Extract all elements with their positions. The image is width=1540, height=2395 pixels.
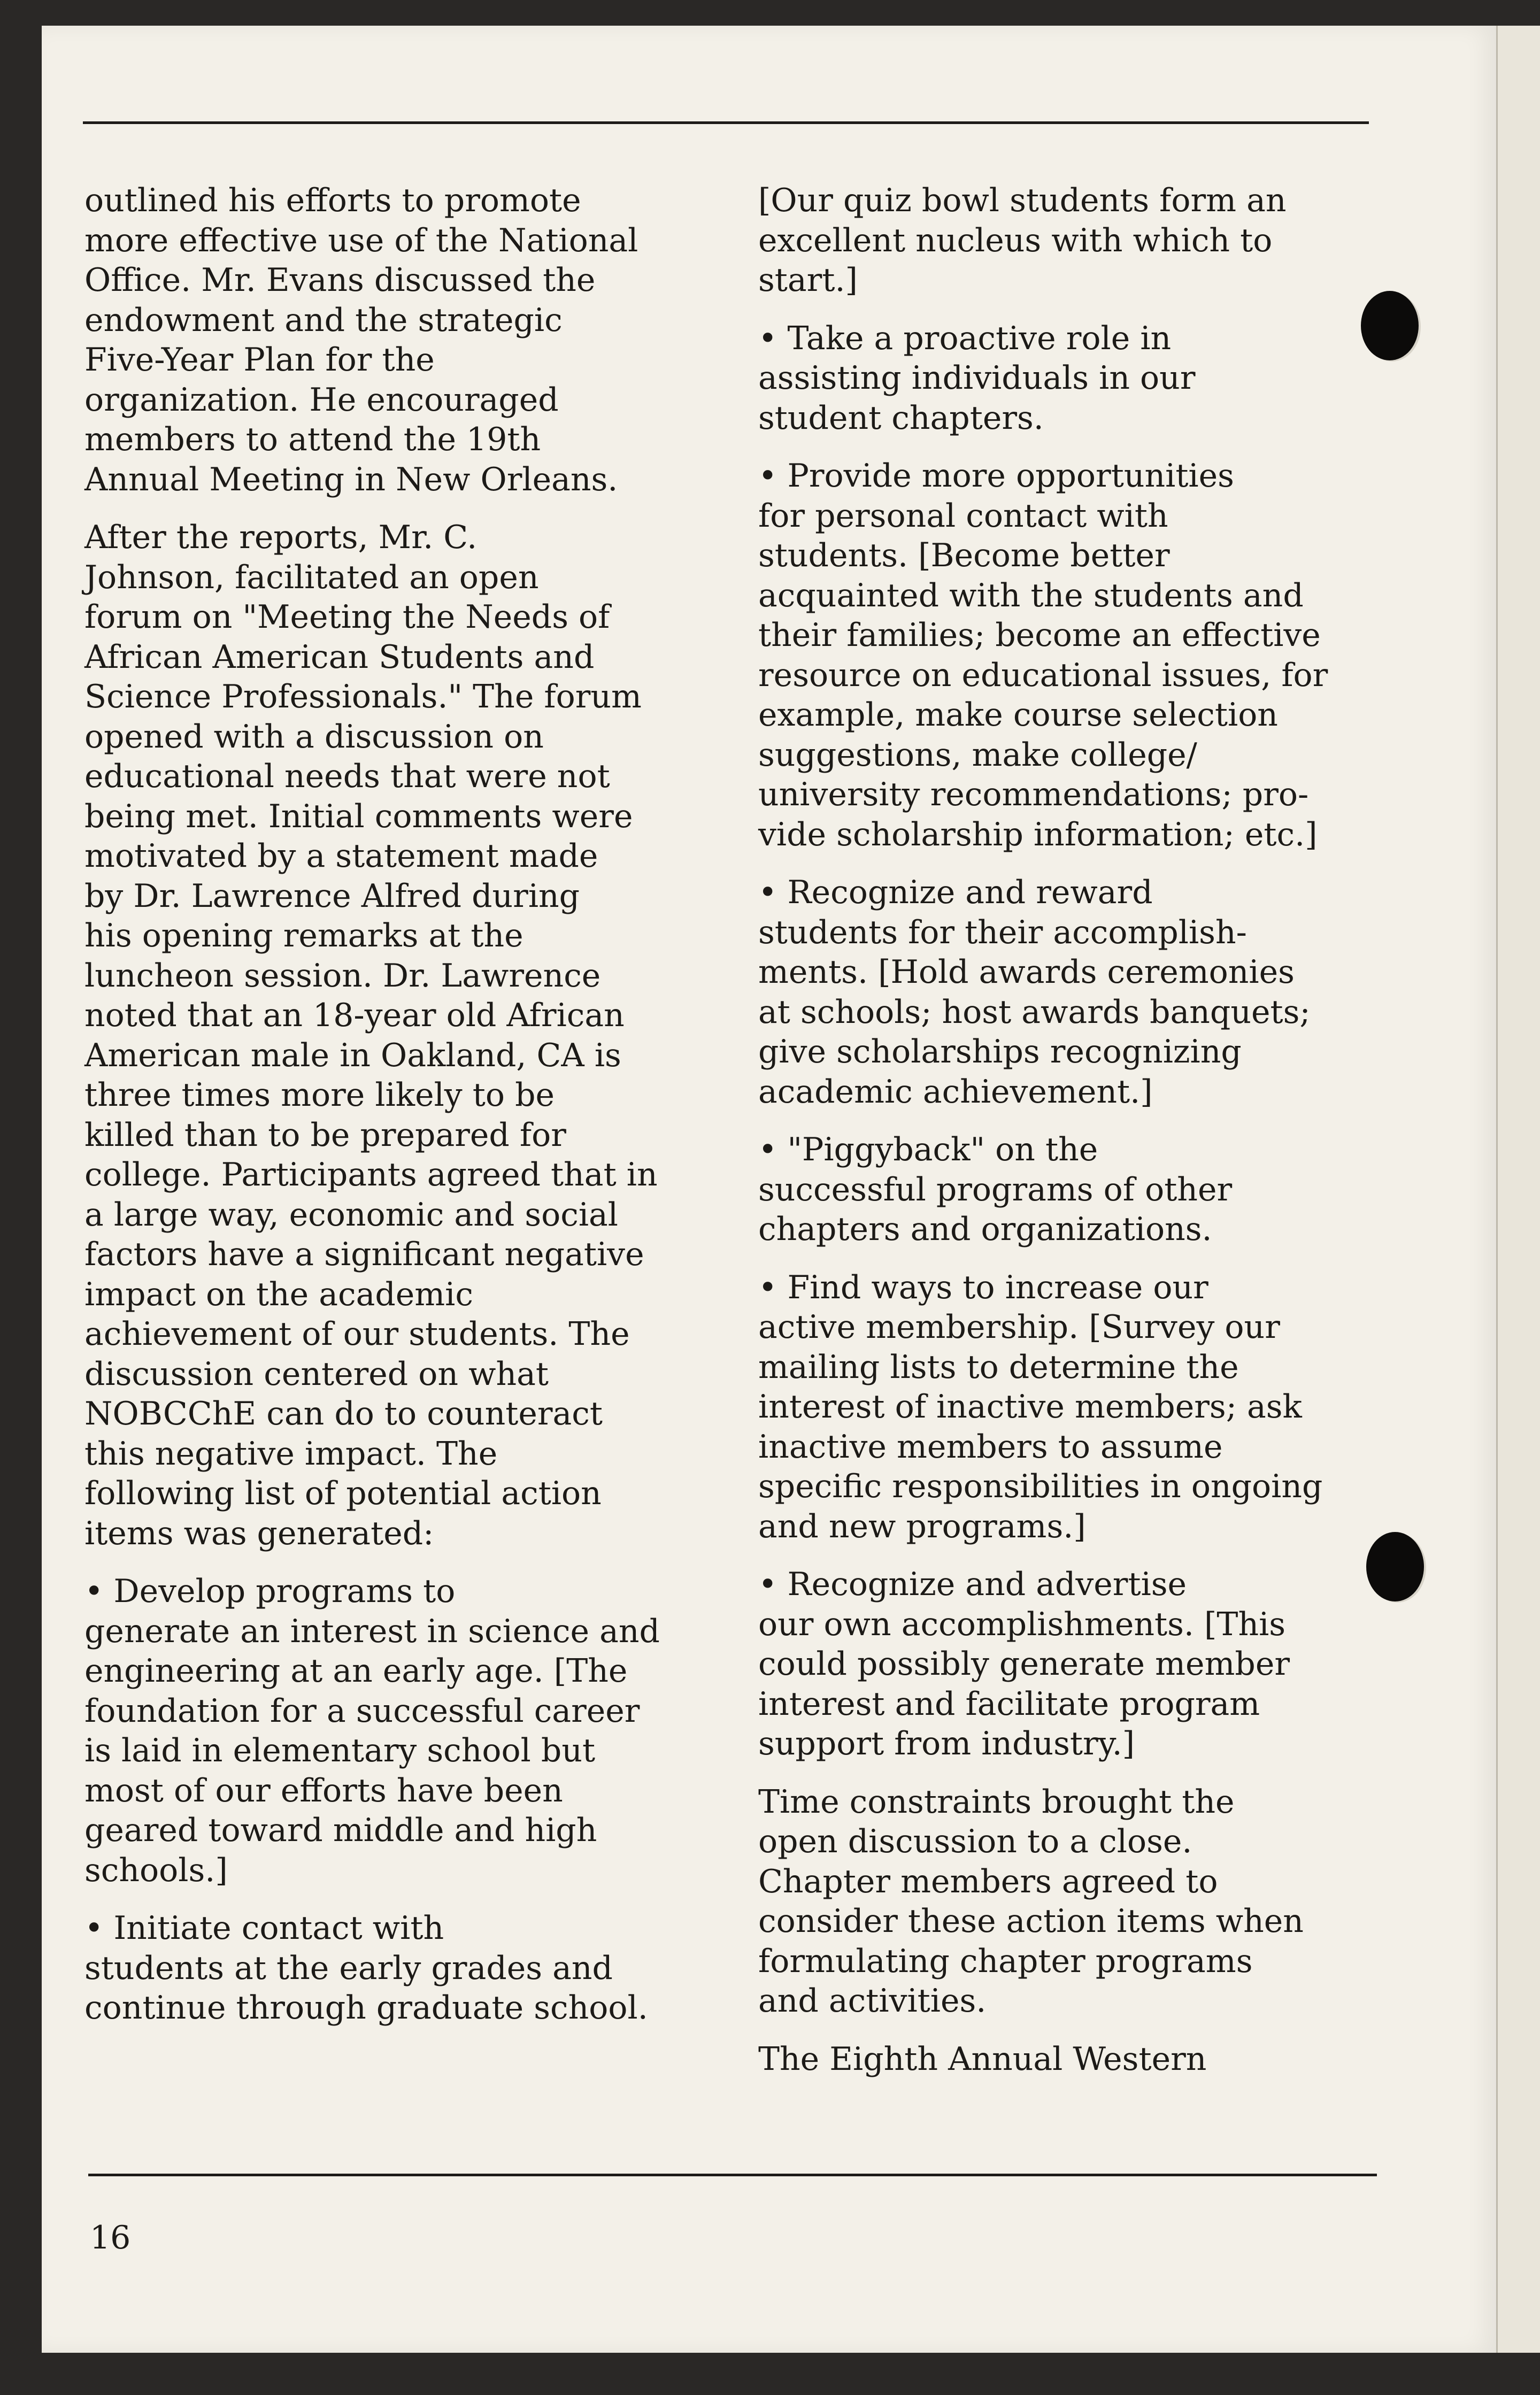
bullet-increase-membership: • Find ways to increase our active membership. [Survey our mailing lists to determine the interest of inactive members; ask inactive members to assume specific responsibilities in ongoing and new programs.] — [758, 1268, 1323, 1545]
bullet-piggyback: • "Piggyback" on the successful programs of other chapters and organizations. — [758, 1131, 1233, 1248]
paragraph-quiz-bowl: [Our quiz bowl students form an excellent nucleus with which to start.] — [758, 182, 1287, 299]
header-rule — [83, 121, 1369, 124]
paragraph-eighth-annual: The Eighth Annual Western — [758, 2040, 1207, 2078]
binder-hole — [1361, 291, 1419, 360]
bullet-personal-contact: • Provide more opportunities for personal contact with students. [Become better acquainted with the students and their families; become an effective resource on educational issues, for example, make course selection suggestions, make college/ university recommendations; pro- vide scholarship information; etc.] — [758, 457, 1328, 853]
paragraph-open-forum: After the reports, Mr. C. Johnson, facilitated an open forum on "Meeting the Needs of African American Students and Science Professionals." The forum opened with a discussion on educational needs that were not being met. Initial comments were motivated by a statement made by Dr. Lawrence Alfred during his opening remarks at the luncheon session. Dr. Lawrence noted that an 18-year old African American male in Oakland, CA is three times more likely to be killed than to be prepared for college. Participants agreed that in a large way, economic and social factors have a significant negative impact on the academic achievement of our students. The discussion centered on what NOBCChE can do to counteract this negative impact. The following list of potential action items was generated: — [84, 519, 658, 1552]
bullet-develop-programs: • Develop programs to generate an interest in science and engineering at an early age. [The foundation for a successful career is laid in elementary school but most of our efforts have been geared toward middle and high schools.] — [84, 1573, 660, 1889]
paragraph-mr-evans: outlined his efforts to promote more effective use of the National Office. Mr. Evans discussed the endowment and the strategic Five-Year Plan for the organization. He encouraged members to attend the 19th Annual Meeting in New Orleans. — [84, 182, 638, 498]
bullet-advertise-accomplishments: • Recognize and advertise our own accomplishments. [This could possibly generate member interest and facilitate program support from industry.] — [758, 1566, 1290, 1762]
right-column — [758, 181, 1379, 2079]
next-page-edge — [1496, 26, 1540, 2353]
bullet-initiate-contact: • Initiate contact with students at the early grades and continue through graduate school. — [84, 1909, 648, 2027]
bullet-proactive-role: • Take a proactive role in assisting individuals in our student chapters. — [758, 319, 1196, 437]
paragraph-time-constraints: Time constraints brought the open discussion to a close. Chapter members agreed to consider these action items when formulating chapter programs and activities. — [758, 1783, 1304, 2020]
page-number: 16 — [90, 2219, 131, 2257]
left-column — [84, 181, 694, 2028]
binder-hole — [1366, 1532, 1424, 1601]
bullet-recognize-reward: • Recognize and reward students for their accomplish- ments. [Hold awards ceremonies at schools; host awards banquets; give scholarships recognizing academic achievement.] — [758, 874, 1311, 1111]
footer-rule — [88, 2174, 1377, 2176]
